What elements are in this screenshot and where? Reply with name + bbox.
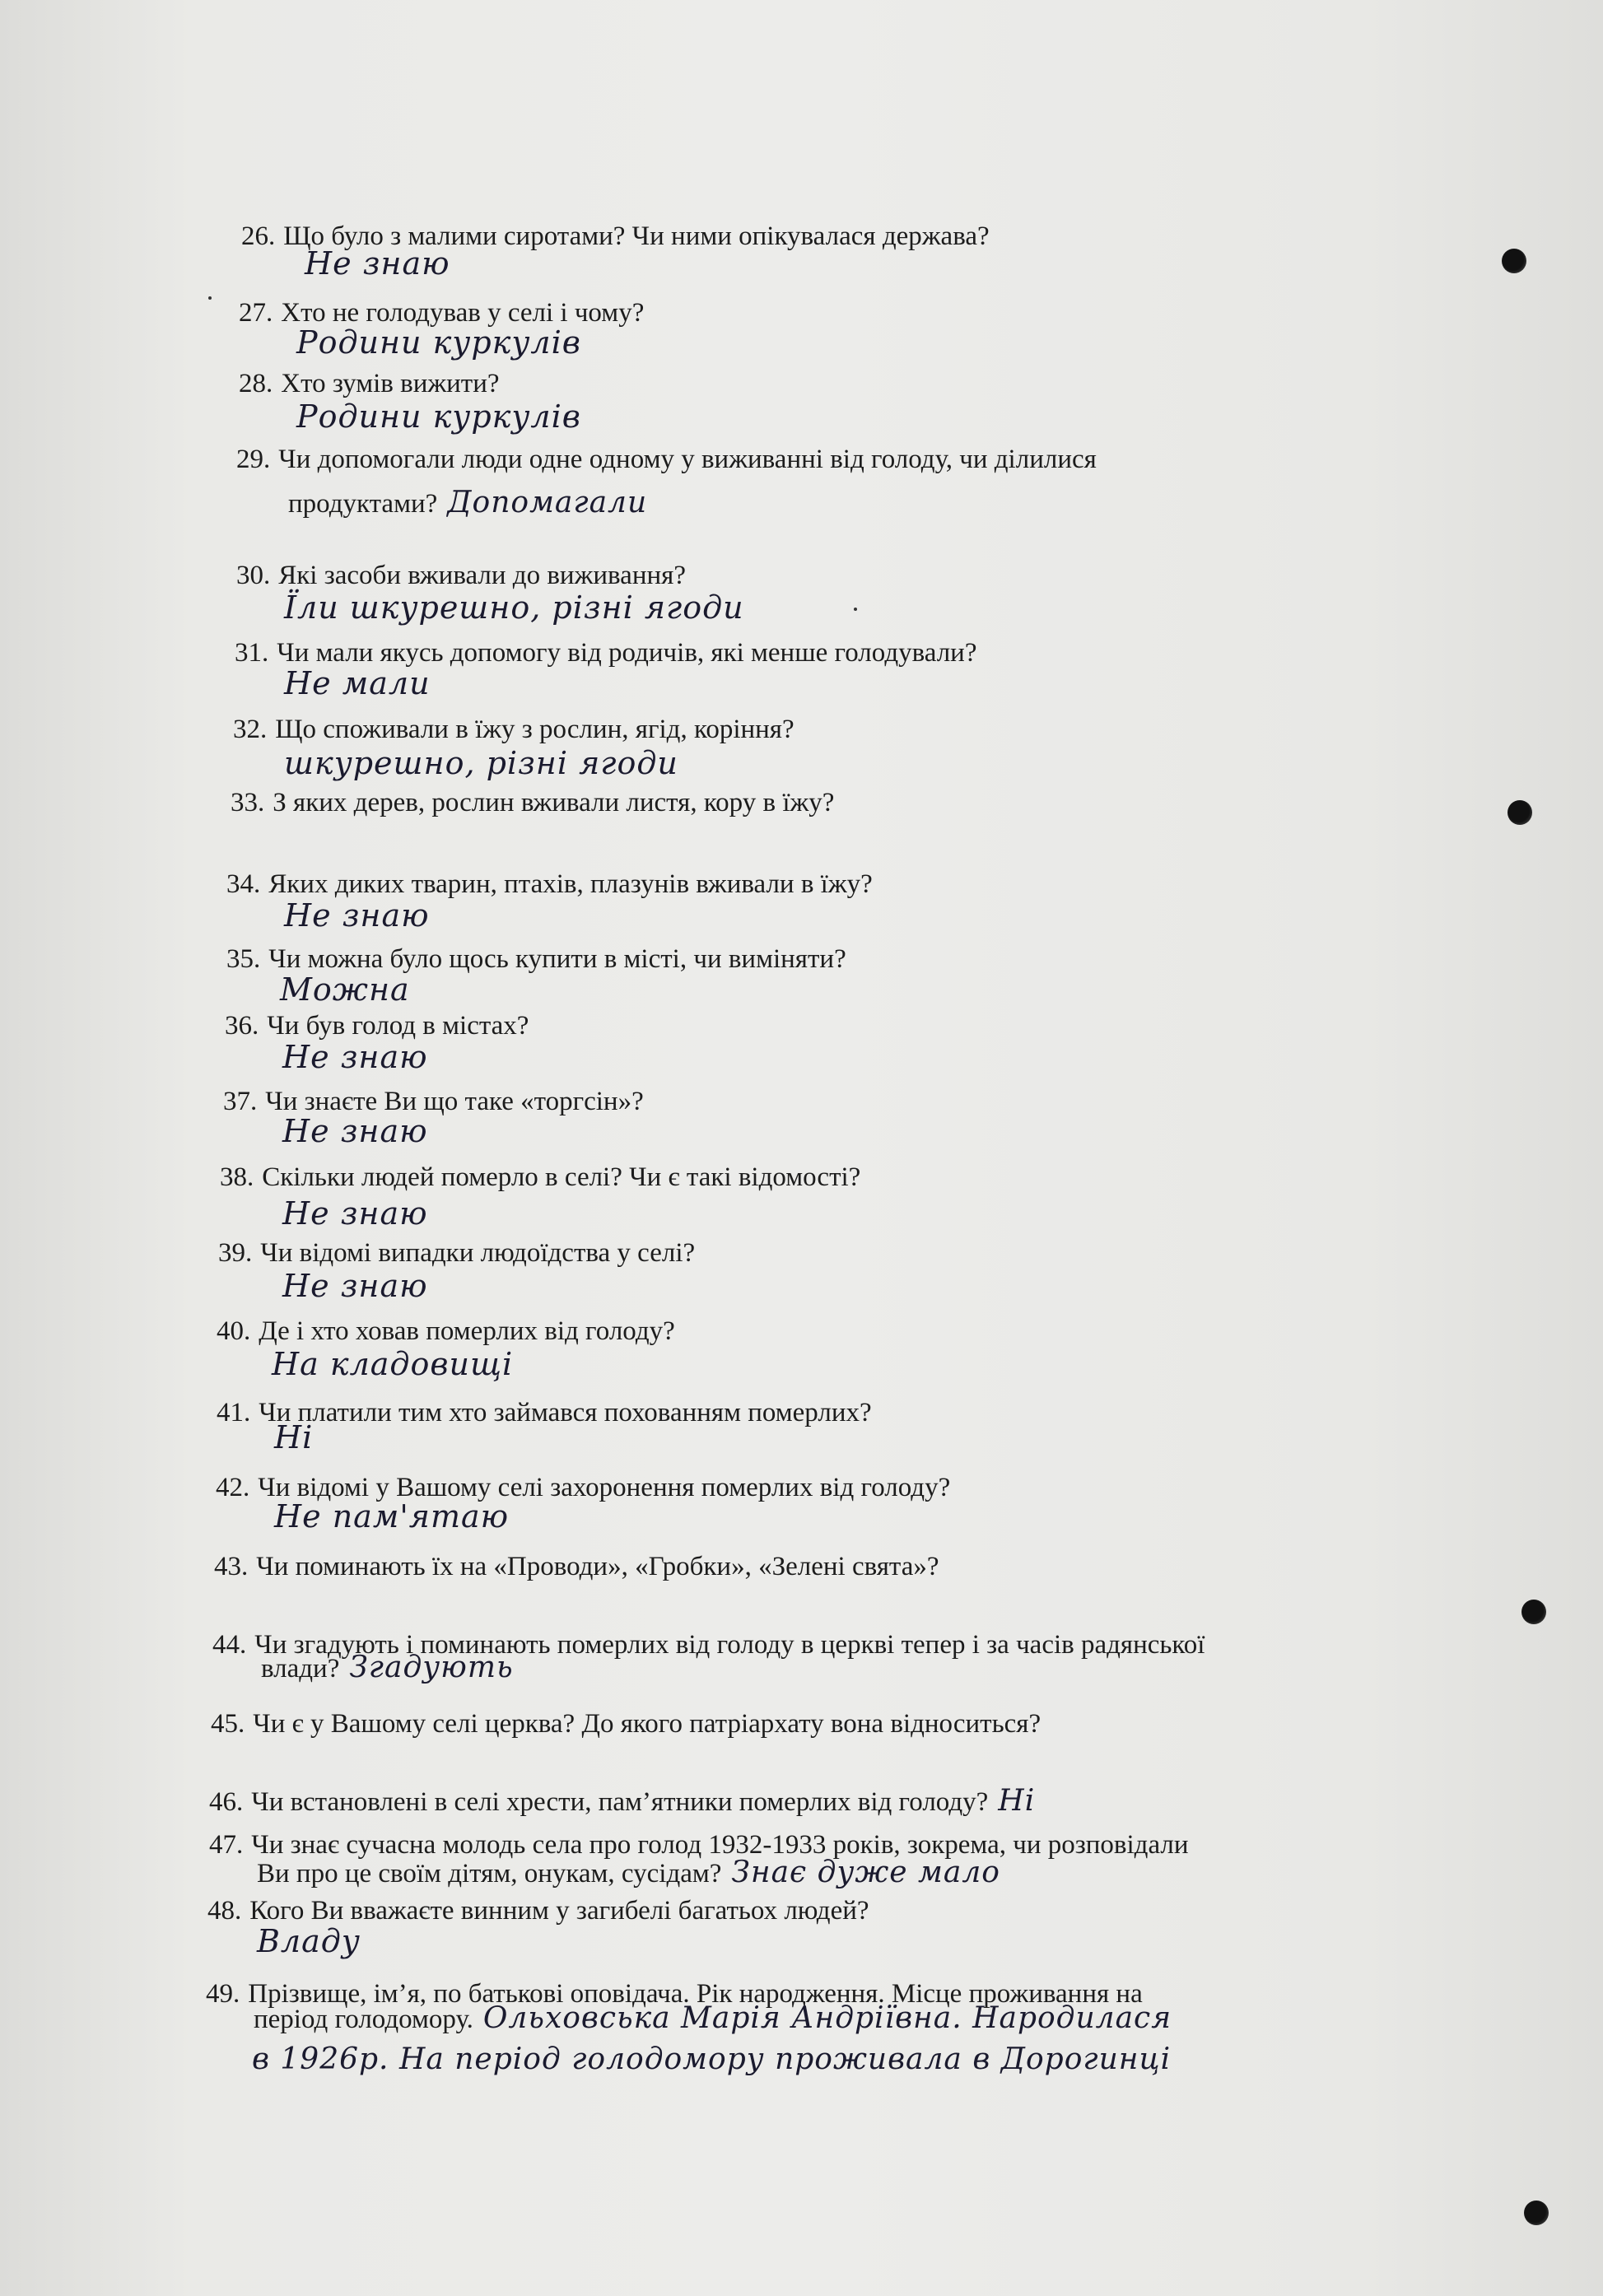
answer-39: Не знаю	[282, 1268, 428, 1304]
question-text: Чи знаєте Ви що таке «торгсін»?	[265, 1087, 644, 1116]
question-text: Чи знає сучасна молодь села про голод 1932-1933 років, зокрема, чи розповідали	[251, 1830, 1189, 1860]
question-text-line2: продуктами?	[288, 489, 438, 519]
question-number: 29.	[236, 445, 271, 474]
question-text: Чи згадують і поминають померлих від голоду в церкві тепер і за часів радянської	[254, 1630, 1205, 1660]
question-number: 48.	[207, 1896, 242, 1926]
answer-29: Допомагали	[447, 486, 648, 519]
question-text: Чи платили тим хто займався похованням померлих?	[259, 1398, 872, 1427]
question-38	[220, 1161, 860, 1194]
question-48	[207, 1894, 869, 1927]
question-number: 40.	[217, 1316, 251, 1346]
question-36	[225, 1009, 529, 1042]
punch-hole-2	[1507, 800, 1532, 825]
question-number: 35.	[226, 944, 261, 974]
question-34	[226, 868, 873, 901]
question-text: Чи відомі випадки людоїдства у селі?	[260, 1238, 696, 1268]
punch-hole-3	[1521, 1600, 1546, 1624]
question-text: Чи можна було щось купити в місті, чи виміняти?	[268, 944, 846, 974]
question-44-continuation	[261, 1651, 514, 1685]
answer-46: Ні	[998, 1784, 1036, 1818]
question-text: Чи допомогали люди одне одному у виживанні від голоду, чи ділилися	[278, 445, 1097, 474]
question-text: Що споживали в їжу з рослин, ягід, коріння?	[275, 715, 795, 744]
question-number: 32.	[233, 715, 268, 744]
question-number: 33.	[231, 788, 265, 817]
question-number: 31.	[235, 638, 269, 668]
question-number: 39.	[218, 1238, 253, 1268]
question-47-continuation	[257, 1856, 1000, 1890]
answer-32: шкурешно, різні ягоди	[284, 745, 678, 781]
answer-38: Не знаю	[282, 1195, 428, 1232]
question-28	[239, 367, 500, 400]
question-text: Чи встановлені в селі хрести, пам’ятники померлих від голоду?	[251, 1787, 989, 1817]
question-text: Хто не голодував у селі і чому?	[281, 298, 645, 328]
question-number: 28.	[239, 369, 273, 398]
question-46	[209, 1785, 1035, 1819]
question-text: Прізвище, ім’я, по батькові оповідача. Рік народження. Місце проживання на	[248, 1979, 1143, 2009]
answer-42: Не пам'ятаю	[274, 1498, 510, 1535]
question-31	[235, 636, 976, 669]
question-43	[214, 1550, 939, 1583]
question-33	[231, 786, 834, 819]
question-35	[226, 943, 846, 976]
question-number: 49.	[206, 1979, 240, 2009]
answer-35: Можна	[280, 971, 410, 1008]
answer-27: Родини куркулів	[296, 324, 581, 361]
question-text: Хто зумів вижити?	[281, 369, 500, 398]
question-text: Де і хто ховав померлих від голоду?	[259, 1316, 675, 1346]
answer-30: Їли шкурешно, різні ягоди	[284, 589, 744, 626]
answer-48: Владу	[257, 1923, 361, 1959]
question-text: Які засоби вживали до виживання?	[278, 561, 686, 590]
question-number: 46.	[209, 1787, 244, 1817]
question-text: Чи є у Вашому селі церква? До якого патріархату вона відноситься?	[253, 1709, 1041, 1739]
question-text: Чи поминають їх на «Проводи», «Гробки», «Зелені свята»?	[256, 1552, 939, 1581]
answer-40: На кладовищі	[272, 1346, 514, 1382]
question-text: Чи мали якусь допомогу від родичів, які менше голодували?	[277, 638, 977, 668]
question-text: Чи був голод в містах?	[267, 1011, 529, 1041]
question-text-line2: Ви про це своїм дітям, онукам, сусідам?	[257, 1859, 722, 1888]
question-text: З яких дерев, рослин вживали листя, кору в їжу?	[273, 788, 835, 817]
question-text: Скільки людей померло в селі? Чи є такі відомості?	[262, 1162, 861, 1192]
answer-26: Не знаю	[305, 245, 450, 282]
punch-hole-4	[1524, 2201, 1549, 2225]
punch-hole-1	[1502, 249, 1526, 273]
paper-speck	[854, 608, 857, 611]
answer-36: Не знаю	[282, 1039, 428, 1075]
question-number: 37.	[223, 1087, 258, 1116]
question-text: Що було з малими сиротами? Чи ними опікувалася держава?	[283, 221, 990, 251]
question-30	[236, 559, 686, 592]
question-number: 44.	[212, 1630, 247, 1660]
paper-speck	[208, 296, 212, 300]
question-text: Яких диких тварин, птахів, плазунів вживали в їжу?	[268, 869, 873, 899]
question-text-line2: влади?	[261, 1654, 340, 1684]
question-45	[211, 1707, 1041, 1740]
answer-28: Родини куркулів	[296, 398, 581, 435]
question-39	[218, 1236, 695, 1269]
question-number: 30.	[236, 561, 271, 590]
question-number: 45.	[211, 1709, 245, 1739]
answer-31: Не мали	[284, 665, 431, 701]
question-number: 36.	[225, 1011, 259, 1041]
question-number: 42.	[216, 1473, 250, 1502]
question-29	[236, 443, 1097, 476]
answer-37: Не знаю	[282, 1113, 428, 1149]
question-number: 38.	[220, 1162, 254, 1192]
question-number: 34.	[226, 869, 261, 899]
answer-34: Не знаю	[284, 897, 430, 934]
question-number: 27.	[239, 298, 273, 328]
question-40	[217, 1315, 675, 1348]
question-32	[233, 713, 795, 746]
answer-41: Ні	[274, 1419, 314, 1455]
question-29-continuation	[288, 487, 647, 520]
question-text: Чи відомі у Вашому селі захоронення померлих від голоду?	[258, 1473, 951, 1502]
question-number: 41.	[217, 1398, 251, 1427]
answer-49-line2: в 1926р. На період голодомору проживала в Дорогинці	[252, 2042, 1172, 2076]
question-number: 26.	[241, 221, 276, 251]
answer-44: Згадують	[349, 1651, 514, 1684]
question-number: 47.	[209, 1830, 244, 1860]
question-49-continuation	[254, 2002, 1172, 2036]
question-text-line2: період голодомору.	[254, 2005, 473, 2034]
answer-47: Знає дуже мало	[731, 1856, 1000, 1889]
question-41	[217, 1396, 872, 1429]
answer-49: Ольховська Марія Андріївна. Народилася	[482, 2001, 1172, 2035]
question-text: Кого Ви вважаєте винним у загибелі багатьох людей?	[249, 1896, 869, 1926]
question-number: 43.	[214, 1552, 249, 1581]
